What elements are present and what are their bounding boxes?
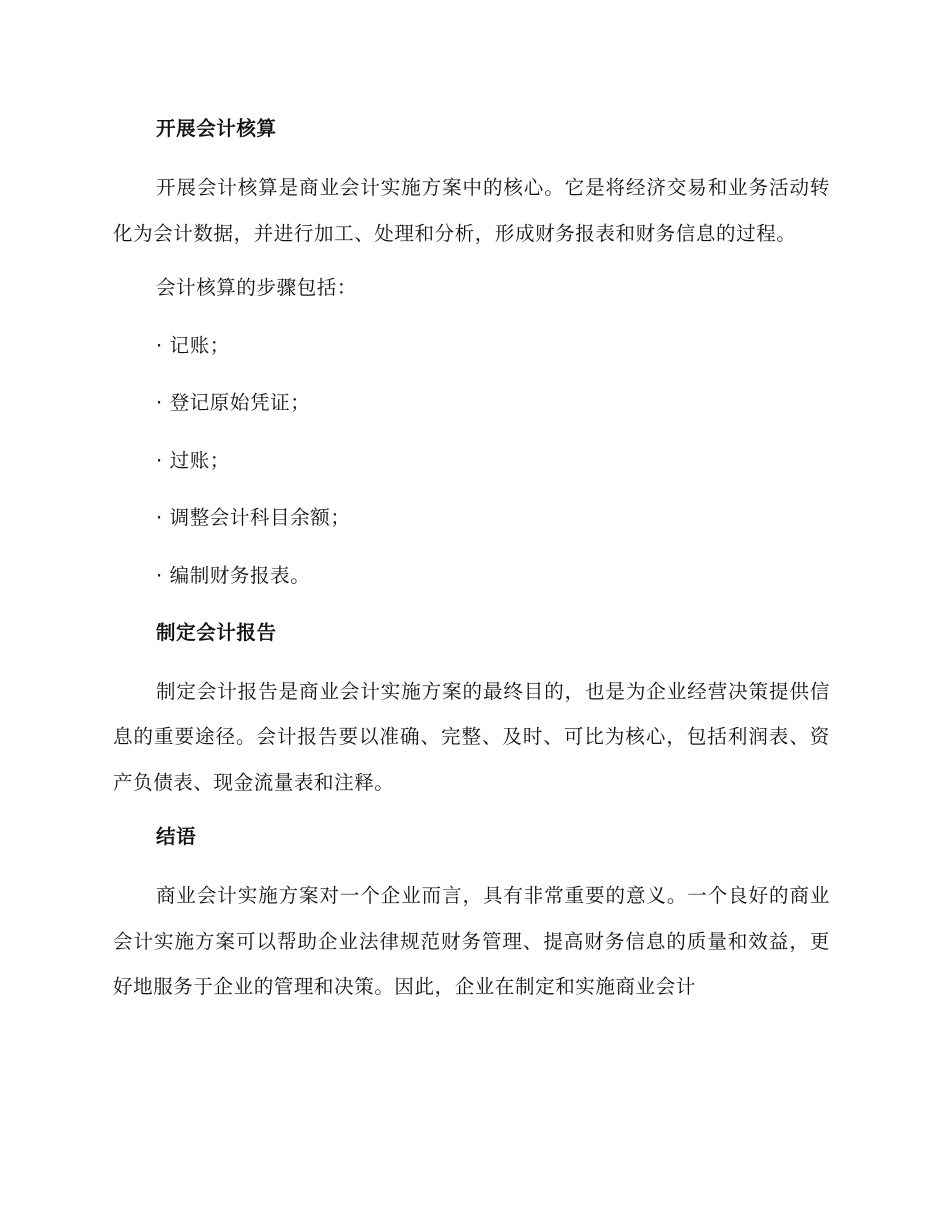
step-item: · 登记原始凭证；	[156, 391, 311, 414]
document-page	[113, 108, 830, 1021]
steps-intro: 会计核算的步骤包括：	[156, 276, 358, 299]
step-item: · 记账；	[156, 333, 230, 357]
section-heading-report: 制定会计报告	[156, 620, 277, 644]
section-heading-conclusion: 结语	[156, 825, 197, 848]
step-item: · 调整会计科目余额；	[156, 506, 351, 529]
step-item: · 过账；	[156, 448, 230, 472]
section-paragraph-report: 制定会计报告是商业会计实施方案的最终目的，也是为企业经营决策提供信息的重要途径。会计报告要以准确、完整、及时、可比为核心，包括利润表、资产负债表、现金流量表和注释。	[113, 679, 830, 794]
section-paragraph-conclusion: 商业会计实施方案对一个企业而言，具有非常重要的意义。一个良好的商业会计实施方案可以帮助企业法律规范财务管理、提高财务信息的质量和效益，更好地服务于企业的管理和决策。因此，企业在制定和实施商业会计	[113, 884, 830, 998]
step-item: · 编制财务报表。	[156, 563, 311, 587]
section-paragraph-accounting: 开展会计核算是商业会计实施方案中的核心。它是将经济交易和业务活动转化为会计数据，并进行加工、处理和分析，形成财务报表和财务信息的过程。	[113, 176, 830, 245]
section-heading-accounting: 开展会计核算	[156, 117, 277, 140]
